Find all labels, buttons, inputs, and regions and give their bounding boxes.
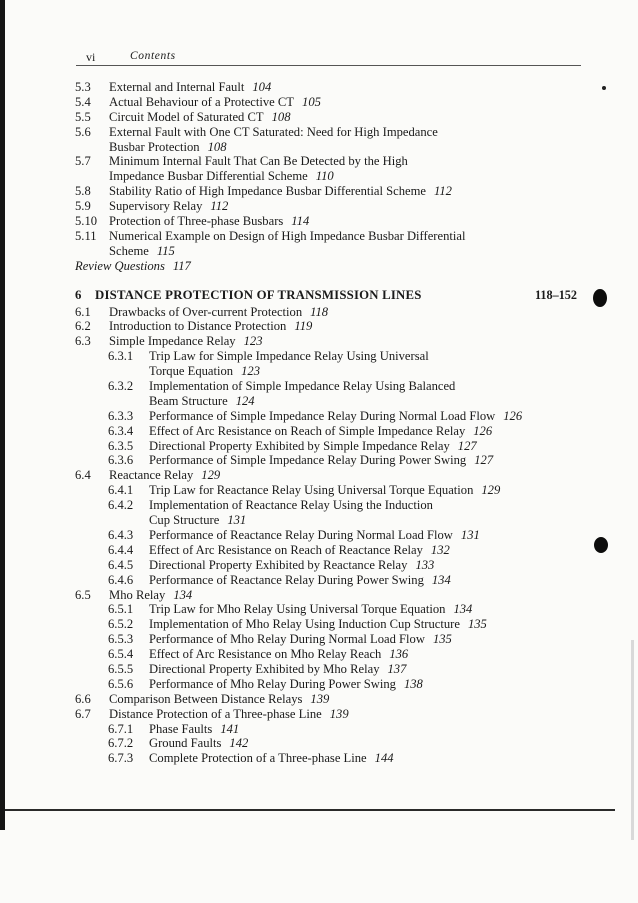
toc-entry-page: 114 (291, 214, 310, 229)
toc-entry-number: 6.5.3 (108, 632, 134, 647)
toc-entry-title (149, 677, 423, 692)
toc-entry-page: 135 (467, 617, 487, 632)
toc-entry (75, 588, 615, 603)
toc-entry-number: 5.4 (75, 94, 91, 109)
toc-entry (75, 154, 615, 169)
toc-entry-title (109, 244, 175, 259)
toc-entry-text: Implementation of Simple Impedance Relay Using Balanced (149, 379, 456, 394)
toc-entry-number: 6.7.2 (108, 736, 134, 751)
toc-entry (75, 184, 615, 199)
toc-entry (75, 214, 615, 229)
toc-entry (75, 483, 615, 498)
toc-entry-number: 6.3.1 (108, 349, 134, 364)
toc-entry (75, 468, 615, 483)
toc-entry-text: Impedance Busbar Differential Scheme (109, 169, 308, 184)
toc-entry-title (149, 453, 493, 468)
toc-entry-title (109, 305, 328, 320)
toc-entry-page: 123 (243, 334, 263, 349)
toc-entry-title (149, 736, 248, 751)
toc-entry-title (109, 319, 312, 334)
toc-entry-page: 139 (310, 691, 330, 706)
toc-entry-page: 108 (207, 139, 227, 154)
toc-entry (75, 513, 615, 528)
toc-entry-number: 6.7 (75, 706, 91, 721)
toc-entry-text: Simple Impedance Relay (109, 334, 236, 349)
toc-entry-number: 6.7.3 (108, 751, 134, 766)
toc-entry-text: Performance of Reactance Relay During Power Swing (149, 572, 424, 587)
toc-entry-text: Numerical Example on Design of High Impedance Busbar Differential (109, 228, 466, 243)
toc-entry-title (109, 140, 226, 155)
toc-entry-text: Cup Structure (149, 513, 220, 528)
toc-entry-text: Directional Property Exhibited by Reactance Relay (149, 557, 408, 572)
toc-entry (75, 528, 615, 543)
toc-entry-title (149, 379, 463, 394)
toc-entry-page: 115 (156, 243, 175, 258)
toc-entry-number: 6.3.6 (108, 453, 134, 468)
toc-entry-text: Protection of Three-phase Busbars (109, 214, 284, 229)
toc-entry-number: 6.3 (75, 334, 91, 349)
toc-entry-page: 134 (453, 602, 473, 617)
toc-entry-page: 144 (374, 751, 394, 766)
toc-entry-title (109, 199, 228, 214)
toc-entry-title (109, 154, 416, 169)
toc-entry-number: 6.5.4 (108, 647, 134, 662)
toc-entry-page: 104 (252, 80, 272, 94)
toc-entry (75, 349, 615, 364)
toc-entry-title (149, 662, 406, 677)
toc-entry (75, 80, 615, 95)
toc-entry (75, 394, 615, 409)
toc-entry-page: 129 (481, 483, 501, 498)
toc-entry-title (149, 543, 450, 558)
toc-entry-text: Actual Behaviour of a Protective CT (109, 94, 295, 109)
toc-entry (75, 692, 615, 707)
toc-entry-number: 6.4.2 (108, 498, 134, 513)
toc-entry-text: Effect of Arc Resistance on Reach of Simple Impedance Relay (149, 423, 466, 438)
toc-entry-title (109, 229, 473, 244)
toc-entry (75, 229, 615, 244)
toc-entry-number: 6.5.6 (108, 676, 134, 691)
toc-entry-page: 131 (227, 513, 247, 528)
toc-entry (75, 558, 615, 573)
toc-entry-text: Busbar Protection (109, 139, 200, 154)
toc-entry-title (149, 394, 255, 409)
toc-entry-text: Scheme (109, 243, 149, 258)
toc-entry-title (149, 617, 487, 632)
toc-entry-title (149, 364, 260, 379)
toc-entry-text: Introduction to Distance Protection (109, 319, 287, 334)
toc-entry-number: 5.10 (75, 214, 98, 229)
toc-entry (75, 125, 615, 140)
toc-entry (75, 140, 615, 155)
toc-entry-page: 112 (210, 199, 229, 214)
toc-entry-number: 5.9 (75, 199, 91, 214)
toc-entry (75, 319, 615, 334)
toc-entry-title (149, 558, 434, 573)
toc-entry (75, 498, 615, 513)
toc-entry (75, 199, 615, 214)
toc-entry (75, 602, 615, 617)
toc-entry-number: 6.3.2 (108, 379, 134, 394)
toc-entry-text: Trip Law for Simple Impedance Relay Using Universal (149, 349, 429, 364)
toc-entry-number: 6.3.5 (108, 438, 134, 453)
toc-entry-page: 124 (235, 393, 255, 408)
toc-entry (75, 364, 615, 379)
toc-entry-number: 6.4.1 (108, 483, 134, 498)
toc-entry-title (109, 707, 349, 722)
toc-entry (75, 677, 615, 692)
toc-entry-number: 5.5 (75, 109, 91, 124)
margin-speck-icon (602, 86, 606, 90)
page-header (76, 50, 581, 66)
toc-entry-number: 6.4 (75, 468, 91, 483)
toc-entry-text: Performance of Mho Relay During Normal Load Flow (149, 632, 425, 647)
toc-entry-title (109, 334, 263, 349)
chapter-heading (75, 285, 615, 305)
toc-entry-page: 118 (310, 304, 329, 319)
toc-entry-page: 133 (415, 557, 435, 572)
toc-entry-title (149, 483, 500, 498)
toc-entry-number: 5.11 (75, 228, 97, 243)
toc-entry-number: 6.5 (75, 587, 91, 602)
toc-entry-page: 105 (302, 94, 321, 109)
toc-entry-number: 5.3 (75, 80, 91, 94)
toc-entry-number: 6.4.5 (108, 557, 134, 572)
toc-entry-number: 6.6 (75, 691, 91, 706)
toc-entry-page: 129 (201, 468, 221, 483)
toc-entry-title (109, 588, 192, 603)
toc-entry-page: 127 (457, 438, 477, 453)
table-of-contents (75, 80, 615, 766)
toc-entry-text: Stability Ratio of High Impedance Busbar Differential Scheme (109, 184, 426, 199)
chapter-6-entries (75, 305, 615, 767)
toc-entry-number: 5.8 (75, 184, 91, 199)
toc-entry-text: Ground Faults (149, 736, 222, 751)
toc-entry (75, 751, 615, 766)
running-title: Contents (130, 50, 176, 62)
toc-entry (75, 95, 615, 110)
toc-entry (75, 305, 615, 320)
toc-entry-number: 6.1 (75, 304, 91, 319)
section-5-entries (75, 80, 615, 274)
toc-entry (75, 169, 615, 184)
toc-entry-page: 138 (403, 676, 423, 691)
toc-entry-title (109, 95, 321, 110)
toc-entry-text: Performance of Reactance Relay During Normal Load Flow (149, 527, 453, 542)
margin-bullet-icon (594, 537, 608, 553)
margin-bullet-icon (593, 289, 607, 307)
toc-entry (75, 632, 615, 647)
toc-entry (75, 453, 615, 468)
toc-entry (75, 259, 615, 274)
toc-entry-text: Complete Protection of a Three-phase Line (149, 751, 367, 766)
toc-entry (75, 334, 615, 349)
toc-entry-title (75, 259, 191, 274)
toc-entry-title (109, 184, 452, 199)
header-rule (76, 65, 581, 66)
toc-entry (75, 543, 615, 558)
toc-entry-title (149, 751, 394, 766)
page-binding-edge (0, 0, 5, 830)
toc-entry-text: Performance of Simple Impedance Relay During Power Swing (149, 453, 467, 468)
toc-entry-title (109, 214, 309, 229)
toc-entry-text: Distance Protection of a Three-phase Line (109, 706, 322, 721)
toc-entry-page: 132 (430, 542, 450, 557)
chapter-page-range: 118–152 (535, 287, 577, 302)
toc-entry-page: 112 (433, 184, 452, 199)
toc-entry (75, 647, 615, 662)
toc-entry-title (109, 125, 446, 140)
toc-entry-page: 131 (460, 527, 480, 542)
toc-entry-page: 136 (389, 647, 409, 662)
toc-entry-number: 6.5.2 (108, 617, 134, 632)
toc-entry-title (149, 602, 472, 617)
toc-entry-title (109, 692, 329, 707)
toc-entry-title (149, 513, 246, 528)
toc-entry-page: 135 (432, 632, 452, 647)
toc-entry-title (149, 439, 477, 454)
toc-entry-number: 6.2 (75, 319, 91, 334)
toc-entry-number: 6.4.3 (108, 527, 134, 542)
toc-entry-text: Trip Law for Reactance Relay Using Universal Torque Equation (149, 483, 474, 498)
chapter-title: DISTANCE PROTECTION OF TRANSMISSION LINES (95, 287, 422, 302)
toc-entry-title (149, 424, 492, 439)
toc-entry-title (149, 632, 452, 647)
toc-entry-title (149, 647, 408, 662)
toc-entry-title (109, 80, 271, 95)
toc-entry-title (149, 498, 441, 513)
toc-entry-title (109, 169, 334, 184)
chapter-number: 6 (75, 287, 82, 302)
toc-entry-text: Directional Property Exhibited by Simple Impedance Relay (149, 438, 450, 453)
toc-entry-page: 126 (473, 423, 493, 438)
toc-entry-text: Comparison Between Distance Relays (109, 691, 303, 706)
toc-entry (75, 244, 615, 259)
toc-entry-page: 142 (229, 736, 249, 751)
toc-entry-text: Circuit Model of Saturated CT (109, 109, 264, 124)
toc-entry-text: Effect of Arc Resistance on Reach of Reactance Relay (149, 542, 423, 557)
toc-entry-title (109, 110, 290, 125)
toc-entry-page: 117 (172, 258, 191, 273)
toc-entry (75, 409, 615, 424)
toc-entry-number: 6.5.1 (108, 602, 134, 617)
toc-entry-number: 6.3.4 (108, 423, 134, 438)
toc-entry-page: 119 (294, 319, 313, 334)
toc-entry-text: Mho Relay (109, 587, 166, 602)
toc-entry-number: 6.7.1 (108, 721, 134, 736)
toc-entry-page: 123 (241, 364, 260, 379)
scan-bottom-edge (5, 809, 615, 811)
toc-entry-text: Review Questions (75, 258, 165, 273)
toc-entry (75, 722, 615, 737)
toc-entry-page: 137 (387, 661, 407, 676)
toc-entry-text: Drawbacks of Over-current Protection (109, 304, 303, 319)
toc-entry-page: 110 (315, 169, 334, 184)
toc-entry-page: 127 (474, 453, 494, 468)
toc-entry-text: External and Internal Fault (109, 80, 245, 94)
toc-entry (75, 617, 615, 632)
toc-entry (75, 424, 615, 439)
toc-entry-title (149, 528, 480, 543)
toc-entry-text: Implementation of Reactance Relay Using the Induction (149, 498, 433, 513)
toc-entry (75, 736, 615, 751)
toc-entry-text: Performance of Mho Relay During Power Swing (149, 676, 396, 691)
toc-entry-title (109, 468, 220, 483)
toc-entry-text: Effect of Arc Resistance on Mho Relay Reach (149, 647, 382, 662)
toc-entry-title (149, 349, 437, 364)
toc-entry-text: Beam Structure (149, 393, 228, 408)
toc-entry-text: Implementation of Mho Relay Using Induction Cup Structure (149, 617, 460, 632)
toc-entry-page: 141 (220, 721, 240, 736)
toc-entry-number: 5.6 (75, 124, 91, 139)
toc-entry (75, 379, 615, 394)
toc-entry-text: Supervisory Relay (109, 199, 203, 214)
toc-entry-text: Phase Faults (149, 721, 213, 736)
toc-entry-text: Performance of Simple Impedance Relay During Normal Load Flow (149, 408, 496, 423)
toc-entry-title (149, 573, 451, 588)
toc-entry-text: Reactance Relay (109, 468, 194, 483)
toc-entry-page: 134 (431, 572, 451, 587)
toc-entry-page: 108 (271, 109, 291, 124)
toc-entry-page: 139 (329, 706, 349, 721)
toc-entry-text: Minimum Internal Fault That Can Be Detected by the High (109, 154, 408, 169)
toc-entry-text: Directional Property Exhibited by Mho Relay (149, 661, 380, 676)
toc-entry (75, 573, 615, 588)
toc-entry-number: 6.5.5 (108, 661, 134, 676)
toc-entry (75, 662, 615, 677)
toc-entry (75, 439, 615, 454)
toc-entry (75, 707, 615, 722)
toc-entry-page: 134 (173, 587, 193, 602)
toc-entry-text: External Fault with One CT Saturated: Need for High Impedance (109, 124, 438, 139)
toc-entry-number: 6.4.6 (108, 572, 134, 587)
toc-entry-number: 6.3.3 (108, 408, 134, 423)
toc-entry-title (149, 409, 522, 424)
toc-entry-number: 5.7 (75, 154, 91, 169)
toc-entry (75, 110, 615, 125)
toc-entry-text: Torque Equation (149, 364, 234, 379)
toc-entry-title (149, 722, 239, 737)
toc-entry-number: 6.4.4 (108, 542, 134, 557)
toc-entry-page: 126 (503, 408, 523, 423)
toc-entry-text: Trip Law for Mho Relay Using Universal Torque Equation (149, 602, 446, 617)
scan-shadow (631, 640, 634, 840)
page-number: vi (86, 50, 96, 64)
